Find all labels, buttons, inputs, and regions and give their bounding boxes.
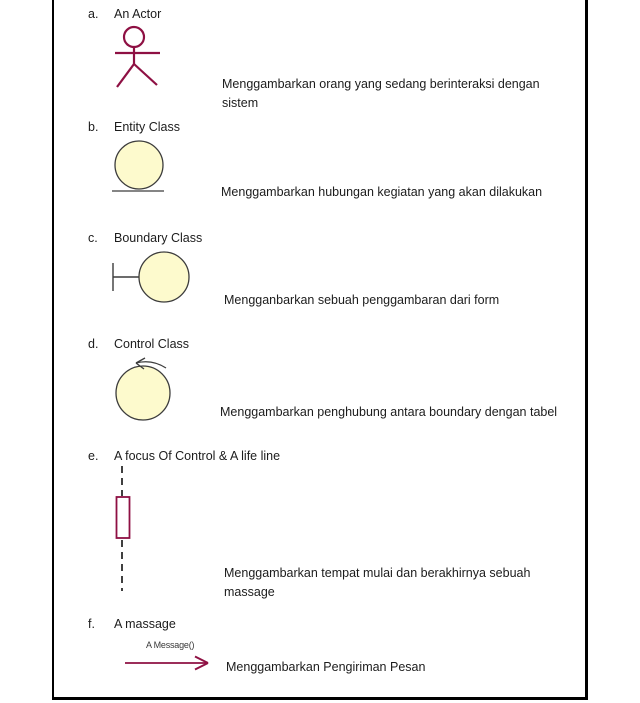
message-arrow-icon: [120, 654, 222, 672]
item-b-letter: b.: [88, 120, 99, 134]
item-c-letter: c.: [88, 231, 98, 245]
actor-icon: [108, 25, 166, 89]
item-e-description: Menggambarkan tempat mulai dan berakhirnya sebuah massage: [224, 566, 531, 599]
message-arrow-label: A Message(): [146, 640, 195, 650]
boundary-class-icon: [106, 250, 196, 308]
item-d-description: Menggambarkan penghubung antara boundary dengan tabel: [220, 405, 558, 419]
item-a-title: An Actor: [114, 7, 162, 21]
item-f-letter: f.: [88, 617, 95, 631]
item-d-title: Control Class: [114, 337, 190, 351]
page-border-right: [585, 0, 588, 700]
item-a-letter: a.: [88, 7, 99, 21]
item-b-description: Menggambarkan hubungan kegiatan yang akan dilakukan: [221, 185, 543, 199]
item-e-letter: e.: [88, 449, 99, 463]
page-border-left: [52, 0, 54, 700]
item-d-letter: d.: [88, 337, 99, 351]
item-f-title: A massage: [114, 617, 176, 631]
page-border-bottom: [52, 697, 588, 700]
item-b-title: Entity Class: [114, 120, 180, 134]
control-class-icon: [112, 355, 178, 425]
focus-of-control-lifeline-icon: [112, 463, 136, 593]
entity-class-icon: [106, 139, 172, 197]
item-c-description: Mengganbarkan sebuah penggambaran dari form: [224, 293, 500, 307]
item-e-title: A focus Of Control & A life line: [114, 449, 281, 463]
item-a-description: Menggambarkan orang yang sedang berinteraksi dengan sistem: [222, 77, 540, 110]
item-c-title: Boundary Class: [114, 231, 203, 245]
item-f-description: Menggambarkan Pengiriman Pesan: [226, 660, 426, 674]
